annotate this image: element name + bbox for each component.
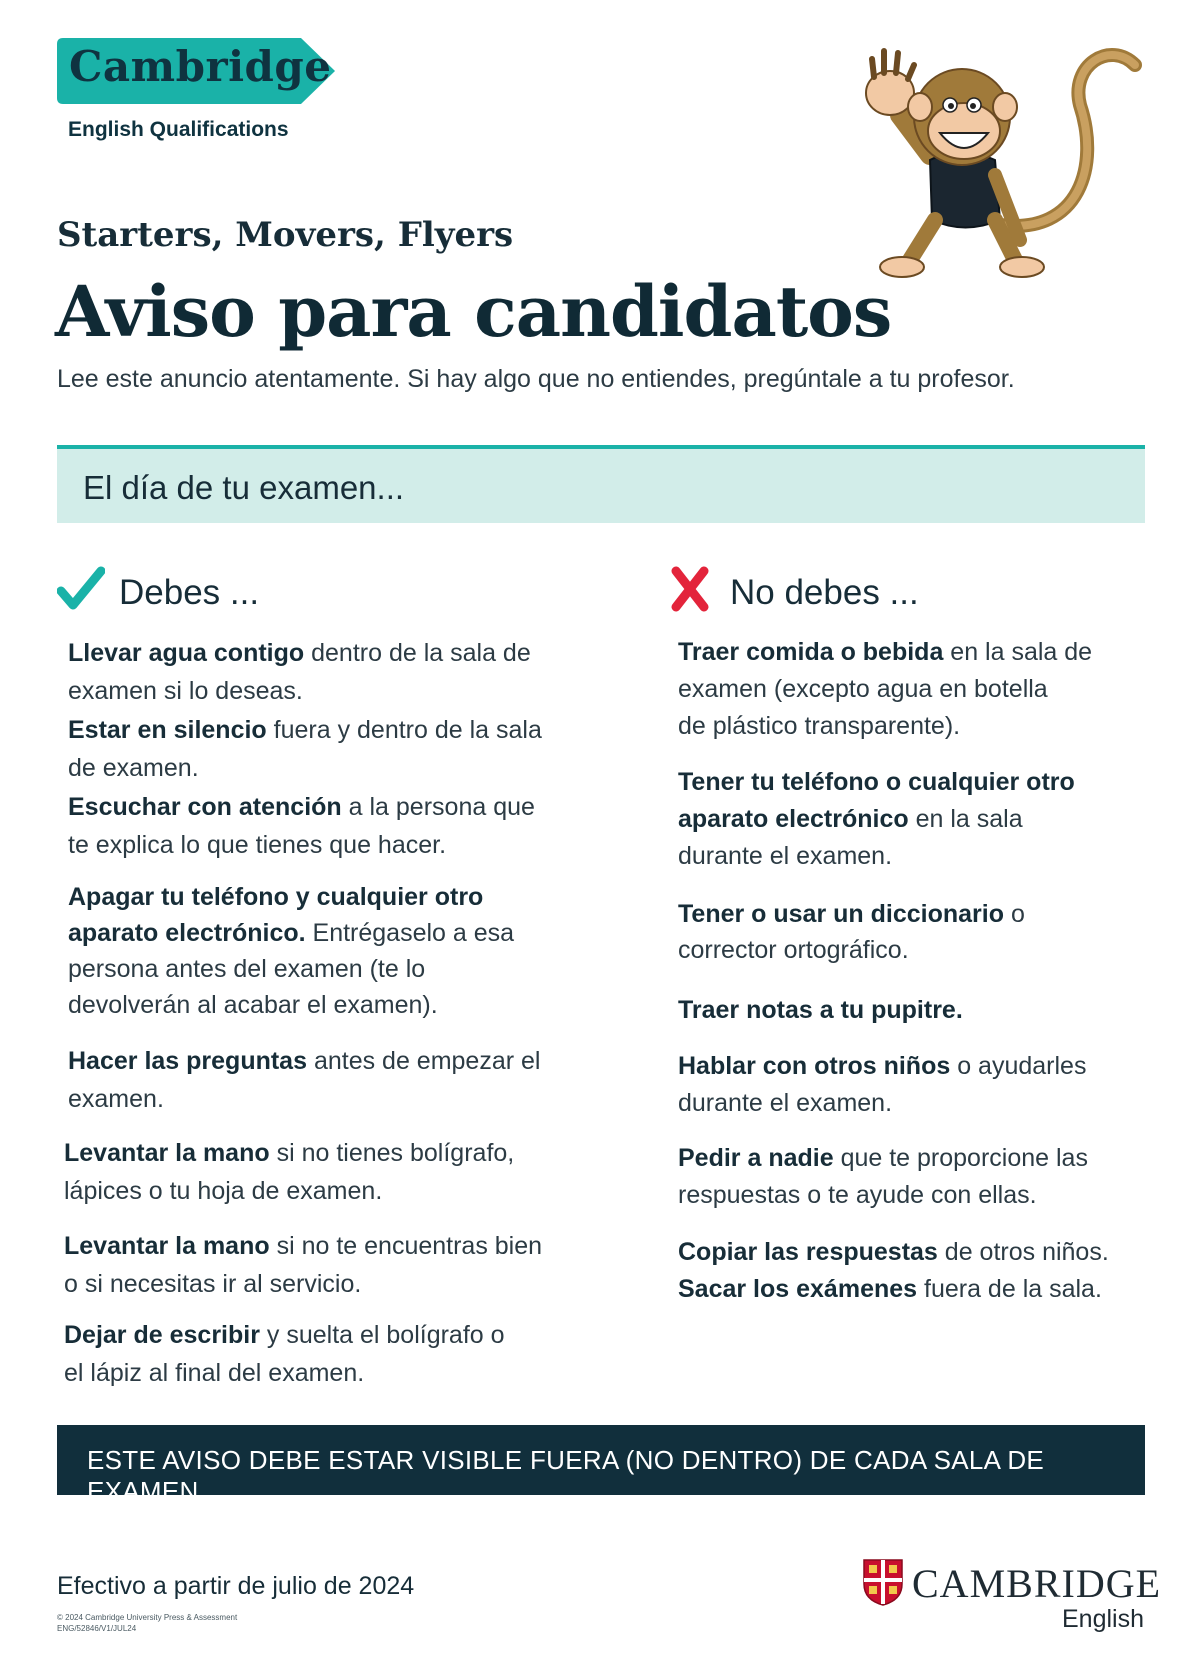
list-item: Levantar la mano si no tienes bolígrafo, lápices o tu hoja de examen.: [64, 1139, 515, 1205]
section-title: El día de tu examen...: [83, 469, 405, 506]
list-item: Tener tu teléfono o cualquier otro aparato electrónico en la sala durante el examen.: [678, 768, 1075, 870]
cambridge-shield-icon: [862, 1558, 904, 1606]
copyright-text: © 2024 Cambridge University Press & Assessment ENG/52846/V1/JUL24: [57, 1613, 238, 1633]
effective-date: Efectivo a partir de julio de 2024: [57, 1572, 415, 1600]
cambridge-english-logo-sub: English: [1062, 1605, 1144, 1633]
list-item: Apagar tu teléfono y cualquier otro aparato electrónico. Entrégaselo a esa persona antes del examen (te lo devolverán al acabar el examen).: [68, 883, 515, 1019]
list-item: Dejar de escribir y suelta el bolígrafo o el lápiz al final del examen.: [64, 1321, 505, 1387]
list-item: Pedir a nadie que te proporcione las respuestas o te ayude con ellas.: [678, 1144, 1088, 1209]
notice-text: ESTE AVISO DEBE ESTAR VISIBLE FUERA (NO DENTRO) DE CADA SALA DE EXAMEN: [87, 1445, 1045, 1506]
cambridge-english-logo-word: CAMBRIDGE: [912, 1561, 1162, 1606]
list-item: Traer comida o bebida en la sala de examen (excepto agua en botella de plástico transparente).: [678, 638, 1093, 740]
levels-subtitle: Starters, Movers, Flyers: [57, 215, 514, 255]
section-header: [57, 445, 1145, 523]
page-title: Aviso para candidatos: [55, 270, 892, 353]
list-item: Tener o usar un diccionario o corrector ortográfico.: [678, 900, 1025, 964]
check-icon: [57, 565, 105, 613]
cambridge-logo: [57, 38, 337, 104]
list-item: Escuchar con atención a la persona que te explica lo que tienes que hacer.: [68, 793, 535, 859]
logo-subtitle: English Qualifications: [68, 118, 289, 141]
list-item: Llevar agua contigo dentro de la sala de examen si lo deseas.: [68, 639, 531, 705]
intro-text: Lee este anuncio atentamente. Si hay algo que no entiendes, pregúntale a tu profesor.: [57, 365, 1015, 393]
cross-icon: [668, 565, 712, 613]
list-item: Hacer las preguntas antes de empezar el examen.: [68, 1047, 541, 1113]
notice-bar: [57, 1425, 1145, 1506]
monkey-mascot-icon: [850, 35, 1150, 295]
do-heading-label: Debes ...: [119, 573, 260, 612]
list-item: Hablar con otros niños o ayudarles durante el examen.: [678, 1052, 1087, 1117]
dont-heading-label: No debes ...: [730, 573, 919, 612]
list-item: Copiar las respuestas de otros niños. Sacar los exámenes fuera de la sala.: [678, 1238, 1109, 1303]
list-item: Traer notas a tu pupitre.: [678, 996, 963, 1024]
logo-word: Cambridge: [69, 42, 332, 91]
list-item: Levantar la mano si no te encuentras bien o si necesitas ir al servicio.: [64, 1232, 543, 1298]
list-item: Estar en silencio fuera y dentro de la sala de examen.: [68, 716, 542, 782]
